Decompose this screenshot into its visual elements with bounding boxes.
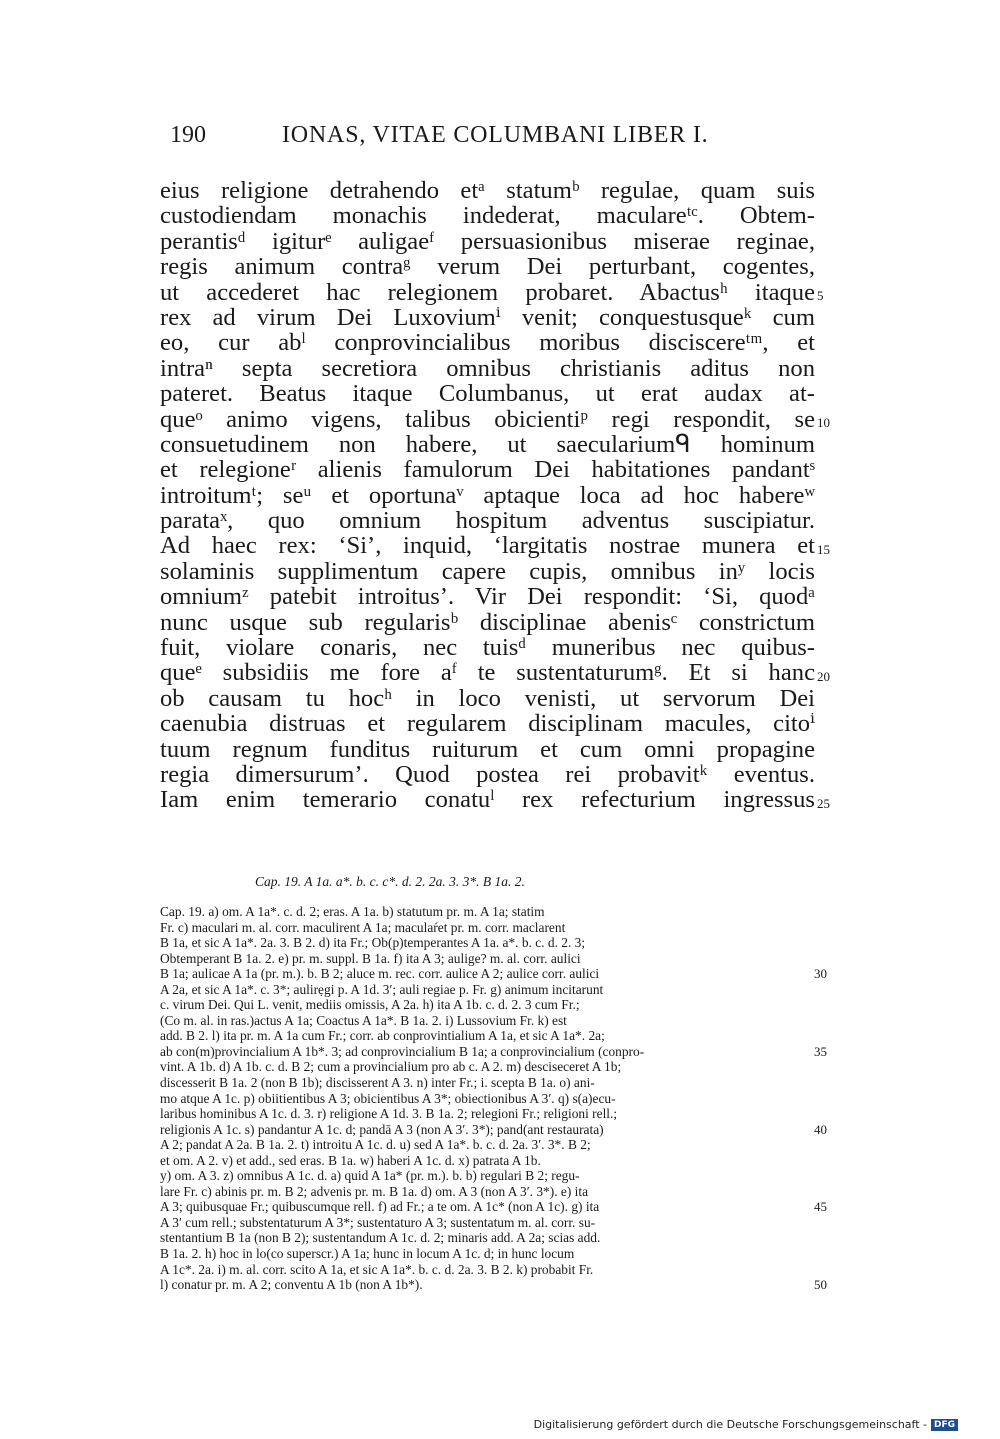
apparatus-line: Obtemperant B 1a. 2. e) pr. m. suppl. B 1a. f) ita A 3; aulige? m. al. corr. aulici: [160, 950, 581, 966]
apparatus-line: l) conatur pr. m. A 2; conventu A 1b (non A 1b*).: [160, 1277, 423, 1293]
line-number: 20: [817, 668, 830, 684]
main-text-line: solaminis supplimentum capere cupis, omnibus inʸ locis: [160, 557, 815, 585]
apparatus-line: Cap. 19. a) om. A 1a*. c. d. 2; eras. A 1a. b) statutum pr. m. A 1a; statim: [160, 904, 545, 919]
digitization-credit: [534, 1418, 958, 1431]
main-text-line: ob causam tu hocʰ in loco venisti, ut servorum Dei: [160, 684, 815, 712]
page-number: 190: [170, 122, 206, 148]
main-text-line: intraⁿ septa secretiora omnibus christianis aditus non: [160, 354, 815, 382]
main-text-block: [160, 178, 815, 813]
main-text-line: Ad haec rex: ‘Si’, inquid, ‘largitatis nostrae munera et: [160, 532, 815, 560]
dfg-logo: DFG: [931, 1419, 958, 1431]
main-text-line: perantisᵈ igiturᵉ auligaeᶠ persuasionibus miserae reginae,: [160, 227, 815, 255]
main-text-line: consuetudinem non habere, ut saeculariumᑫ hominum: [160, 430, 815, 458]
main-text-line: introitumᵗ; seᵘ et oportunaᵛ aptaque loca ad hoc habereʷ: [160, 481, 815, 509]
apparatus-line-number: 35: [814, 1043, 827, 1059]
main-text-line: omniumᶻ patebit introitus’. Vir Dei respondit: ‘Si, quodᵃ: [160, 583, 815, 611]
line-number: 10: [817, 414, 830, 430]
main-text-line: rex ad virum Dei Luxoviumⁱ venit; conquestusqueᵏ cum: [160, 303, 815, 331]
line-number: 25: [817, 795, 830, 811]
apparatus-line: y) om. A 3. z) omnibus A 1c. d. a) quid A 1a* (pr. m.). b. b) regulari B 2; regu-: [160, 1168, 580, 1184]
apparatus-line: B 1a. 2. h) hoc in lo(co superscr.) A 1a; hunc in locum A 1c. d; in hunc locum: [160, 1246, 575, 1262]
line-number: 15: [817, 541, 830, 557]
critical-apparatus: [160, 904, 805, 1293]
apparatus-line: ab con(m)provincialium A 1b*. 3; ad conprovincialium B 1a; a conprovincialium (conpro-: [160, 1043, 645, 1059]
apparatus-line: B 1a; aulicae A 1a (pr. m.). b. B 2; aluce m. rec. corr. aulice A 2; aulice corr. aulici: [160, 966, 600, 982]
apparatus-line: discesserit B 1a. 2 (non B 1b); discisserent A 3. n) inter Fr.; i. scepta B 1a. o) ani-: [160, 1075, 595, 1091]
apparatus-line: (Co m. al. in ras.)actus A 1a; Coactus A 1a*. B 1a. 2. i) Lussovium Fr. k) est: [160, 1012, 567, 1028]
main-text-line: queᵒ animo vigens, talibus obicientiᵖ regi respondit, se: [160, 405, 815, 433]
apparatus-line: stentantium B 1a (non B 2); sustentandum A 1c. d. 2; minaris add. A 2a; scias add.: [160, 1230, 601, 1246]
apparatus-line: B 1a, et sic A 1a*. 2a. 3. B 2. d) ita Fr.; Ob(p)temperantes A 1a. a*. b. c. d. 2. 3;: [160, 935, 586, 951]
main-text-line: parataˣ, quo omnium hospitum adventus suscipiatur.: [160, 507, 815, 535]
main-text-line: fuit, violare conaris, nec tuisᵈ muneribus nec quibus-: [160, 634, 815, 662]
page-header: [160, 122, 810, 156]
chapter-manuscript-summary: Cap. 19. A 1a. a*. b. c. c*. d. 2. 2a. 3. 3*. B 1a. 2.: [255, 874, 525, 889]
apparatus-line: c. virum Dei. Qui L. venit, mediis omissis, A 2a. h) ita A 1b. c. d. 2. 3 cum Fr.;: [160, 997, 580, 1013]
main-text-line: tuum regnum funditus ruiturum et cum omni propagine: [160, 735, 815, 763]
main-text-line: nunc usque sub regularisᵇ disciplinae abenisᶜ constrictum: [160, 608, 815, 636]
main-text-line: custodiendam monachis indederat, maculareᵗᶜ. Obtem-: [160, 202, 815, 230]
main-text-line: pateret. Beatus itaque Columbanus, ut erat audax at-: [160, 380, 815, 408]
apparatus-line-number: 45: [814, 1199, 827, 1215]
main-text-line: ut accederet hac relegionem probaret. Abactusʰ itaque: [160, 278, 815, 306]
credit-text: Digitalisierung gefördert durch die Deutsche Forschungsgemeinschaft -: [533, 1418, 927, 1431]
main-text-line: et relegioneʳ alienis famulorum Dei habitationes pandantˢ: [160, 456, 815, 484]
main-text-line: eo, cur abˡ conprovincialibus moribus disciscereᵗᵐ, et: [160, 329, 815, 357]
apparatus-line: vint. A 1b. d) A 1b. c. d. B 2; cum a provincialium pro ab c. A 2. m) desciseceret A 1b;: [160, 1059, 622, 1075]
apparatus-line: Fr. c) maculari m. al. corr. maculirent A 1a; maculaŕet pr. m. corr. maclarent: [160, 919, 566, 935]
apparatus-line: mo atque A 1c. p) obiitientibus A 3; obicientibus A 3*; obiectionibus A 3′. q) s(a)ecu-: [160, 1090, 616, 1106]
main-text-line: regia dimersurum’. Quod postea rei probavitᵏ eventus.: [160, 760, 815, 788]
apparatus-line: A 1c*. 2a. i) m. al. corr. scito A 1a, et sic A 1a*. b. c. d. 2a. 3. B 2. k) probabit Fr.: [160, 1261, 594, 1277]
apparatus-line-number: 30: [814, 966, 827, 982]
main-text-line: regis animum contraᵍ verum Dei perturbant, cogentes,: [160, 253, 815, 281]
running-title: IONAS, VITAE COLUMBANI LIBER I.: [282, 122, 709, 148]
apparatus-line: et om. A 2. v) et add., sed eras. B 1a. w) haberi A 1c. d. x) patrata A 1b.: [160, 1152, 541, 1168]
main-text-line: caenubia distruas et regularem disciplinam macules, citoⁱ: [160, 710, 815, 738]
apparatus-line: A 2; pandat A 2a. B 1a. 2. t) introitu A 1c. d. u) sed A 1a*. b. c. d. 2a. 3′. 3*. B 2;: [160, 1137, 591, 1153]
apparatus-line-number: 40: [814, 1121, 827, 1137]
apparatus-line: A 3; quibusquae Fr.; quibuscumque rell. f) ad Fr.; a te om. A 1c* (non A 1c). g) ita: [160, 1199, 600, 1215]
main-text-line: Iam enim temerario conatuˡ rex refecturium ingressus: [160, 786, 815, 814]
line-number: 5: [817, 287, 824, 303]
apparatus-line: religionis A 1c. s) pandantur A 1c. d; pandā A 3 (non A 3′. 3*); pand(ant restaurata): [160, 1121, 604, 1137]
main-text-line: eius religione detrahendo etᵃ statumᵇ regulae, quam suis: [160, 177, 815, 204]
apparatus-line: A 2a, et sic A 1a*. c. 3*; aulirẹgi p. A 1d. 3′; auli regiae p. Fr. g) animum incitarunt: [160, 981, 604, 997]
apparatus-line-number: 50: [814, 1277, 827, 1293]
main-text-line: queᵉ subsidiis me fore aᶠ te sustentaturumᵍ. Et si hanc: [160, 659, 815, 687]
apparatus-line: laribus hominibus A 1c. d. 3. r) religione A 1d. 3. B 1a. 2; relegioni Fr.; religioni rell.;: [160, 1106, 618, 1122]
apparatus-line: add. B 2. l) ita pr. m. A 1a cum Fr.; corr. ab conprovintialium A 1a, et sic A 1a*. 2a;: [160, 1028, 605, 1044]
apparatus-line: lare Fr. c) abinis pr. m. B 2; advenis pr. m. B 1a. d) om. A 3 (non A 3′. 3*). e) ita: [160, 1183, 589, 1199]
apparatus-line: A 3′ cum rell.; substentaturum A 3*; sustentaturo A 3; sustentatum m. al. corr. su-: [160, 1214, 596, 1230]
